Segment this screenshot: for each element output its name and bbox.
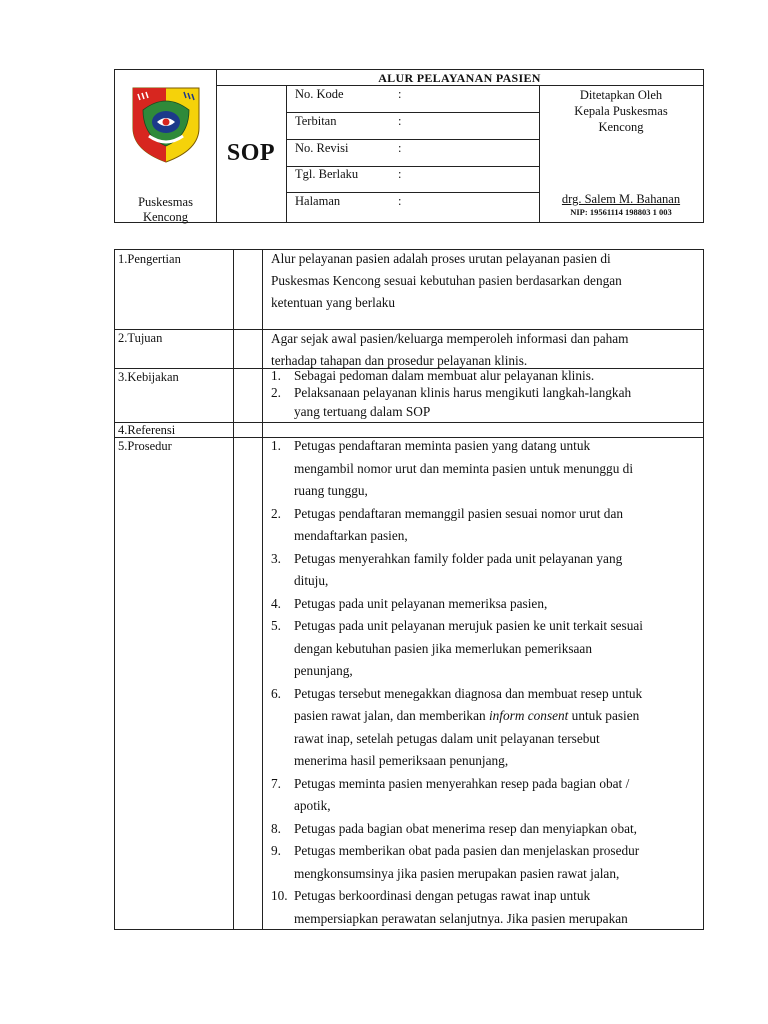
text-line: ketentuan yang berlaku: [271, 295, 396, 310]
text-line: penunjang,: [294, 663, 353, 678]
organization-line: Kencong: [142, 210, 189, 224]
text-line: Petugas pada bagian obat menerima resep dan menyiapkan obat,: [294, 820, 638, 836]
section-label-tujuan: 2.Tujuan: [118, 331, 163, 345]
text-line: ruang tunggu,: [294, 483, 368, 498]
text-line: mempersiapkan perawatan selanjutnya. Jika pasien merupakan: [294, 910, 628, 926]
logo-cell: [115, 70, 216, 222]
item-number: 4.: [271, 595, 281, 611]
item-number: 3.: [271, 550, 281, 566]
item-number: 7.: [271, 775, 281, 791]
text-line: menerima hasil pemeriksaan penunjang,: [294, 753, 509, 768]
text-line: Pelaksanaan pelayanan klinis harus mengikuti langkah-langkah: [294, 385, 632, 400]
text-line: Petugas memberikan obat pada pasien dan menjelaskan prosedur: [294, 843, 640, 858]
divider: [286, 192, 539, 193]
text-line: dengan kebutuhan pasien jika memerlukan pemeriksaan: [294, 640, 592, 656]
list-item: [271, 548, 695, 593]
meta-key: Terbitan: [295, 114, 337, 128]
text-line-with-italic: pasien rawat jalan, dan memberikan inform consent untuk pasien: [294, 708, 640, 723]
text-line: mengkonsumsinya jika pasien merupakan pasien rawat jalan,: [294, 865, 620, 881]
text-line: Petugas pada unit pelayanan memeriksa pasien,: [294, 595, 548, 611]
meta-colon: :: [398, 87, 402, 101]
divider: [233, 250, 234, 929]
text-line: Alur pelayanan pasien adalah proses urutan pelayanan pasien di: [271, 251, 611, 266]
section-label-referensi: 4.Referensi: [118, 423, 176, 437]
item-number: 6.: [271, 685, 281, 701]
document-title: ALUR PELAYANAN PASIEN: [378, 71, 541, 85]
organization-name: [115, 195, 216, 225]
meta-key: No. Kode: [295, 87, 344, 101]
item-number: 2.: [271, 385, 281, 400]
prosedur-list: [271, 435, 695, 930]
signer-name: drg. Salem M. Bahanan: [561, 192, 681, 206]
signer-nip: NIP: 19561114 198803 1 003: [570, 207, 672, 217]
approval-line: Kepala Puskesmas: [574, 104, 668, 118]
item-number: 8.: [271, 820, 281, 836]
text-line: yang tertuang dalam SOP: [294, 404, 431, 419]
text-line: mendaftarkan pasien,: [294, 528, 408, 543]
text-line: Petugas pendaftaran meminta pasien yang datang untuk: [294, 438, 591, 453]
list-item: [271, 818, 695, 841]
meta-colon: :: [398, 141, 402, 155]
approval-block: [539, 85, 703, 135]
list-item: [271, 840, 695, 885]
item-number: 10.: [271, 888, 288, 903]
meta-colon: :: [398, 167, 402, 181]
text-line: Petugas tersebut menegakkan diagnosa dan membuat resep untuk: [294, 685, 643, 701]
meta-key: No. Revisi: [295, 141, 349, 155]
list-item: [271, 683, 695, 773]
section-label-pengertian: 1.Pengertian: [118, 252, 181, 266]
meta-colon: :: [398, 114, 402, 128]
text-line: dituju,: [294, 573, 329, 588]
text-line: Sebagai pedoman dalam membuat alur pelayanan klinis.: [294, 368, 595, 383]
meta-key: Tgl. Berlaku: [295, 167, 359, 181]
approval-line: Kencong: [598, 120, 644, 134]
text-line: apotik,: [294, 798, 331, 813]
list-item: [271, 773, 695, 818]
text-line: terhadap tahapan dan prosedur pelayanan klinis.: [271, 353, 528, 368]
section-label-prosedur: 5.Prosedur: [118, 439, 172, 453]
approval-line: Ditetapkan Oleh: [579, 88, 663, 102]
text-line: Puskesmas Kencong sesuai kebutuhan pasien berdasarkan dengan: [271, 273, 622, 288]
text-line: rawat inap, setelah petugas dalam unit pelayanan tersebut: [294, 730, 600, 746]
item-number: 9.: [271, 843, 281, 858]
item-number: 5.: [271, 618, 281, 633]
sop-label: SOP: [226, 140, 276, 166]
sop-content-table: [114, 249, 704, 930]
meta-key: Halaman: [295, 194, 341, 208]
divider: [286, 139, 539, 140]
kebijakan-list: [271, 368, 695, 421]
item-number: 2.: [271, 505, 281, 521]
divider: [115, 422, 703, 423]
list-item: [271, 593, 695, 616]
text-line: Petugas pada unit pelayanan merujuk pasien ke unit terkait sesuai: [294, 618, 643, 633]
item-number: 1.: [271, 368, 281, 383]
divider: [262, 250, 263, 929]
tujuan-text: [271, 328, 695, 372]
text-line: mengambil nomor urut dan meminta pasien untuk menunggu di: [294, 460, 634, 476]
list-item: [271, 368, 695, 383]
list-item: [271, 615, 695, 683]
text-line: Petugas menyerahkan family folder pada unit pelayanan yang: [294, 550, 623, 566]
puskesmas-emblem-logo: [129, 84, 203, 164]
text-line: Petugas meminta pasien menyerahkan resep pada bagian obat /: [294, 775, 630, 791]
organization-line: Puskesmas: [138, 195, 193, 209]
text-line: Agar sejak awal pasien/keluarga memperoleh informasi dan paham: [271, 331, 629, 346]
list-item: [271, 503, 695, 548]
italic-term: inform consent: [488, 708, 569, 723]
divider: [286, 85, 287, 222]
divider: [286, 112, 539, 113]
meta-colon: :: [398, 194, 402, 208]
list-item: [271, 885, 695, 930]
pengertian-text: [271, 248, 695, 314]
section-label-kebijakan: 3.Kebijakan: [118, 370, 179, 384]
list-item: [271, 383, 695, 421]
sop-header-table: [114, 69, 704, 223]
item-number: 1.: [271, 438, 281, 453]
text-line: Petugas pendaftaran memanggil pasien sesuai nomor urut dan: [294, 505, 624, 521]
text-line: Petugas berkoordinasi dengan petugas rawat inap untuk: [294, 888, 591, 903]
list-item: [271, 435, 695, 503]
